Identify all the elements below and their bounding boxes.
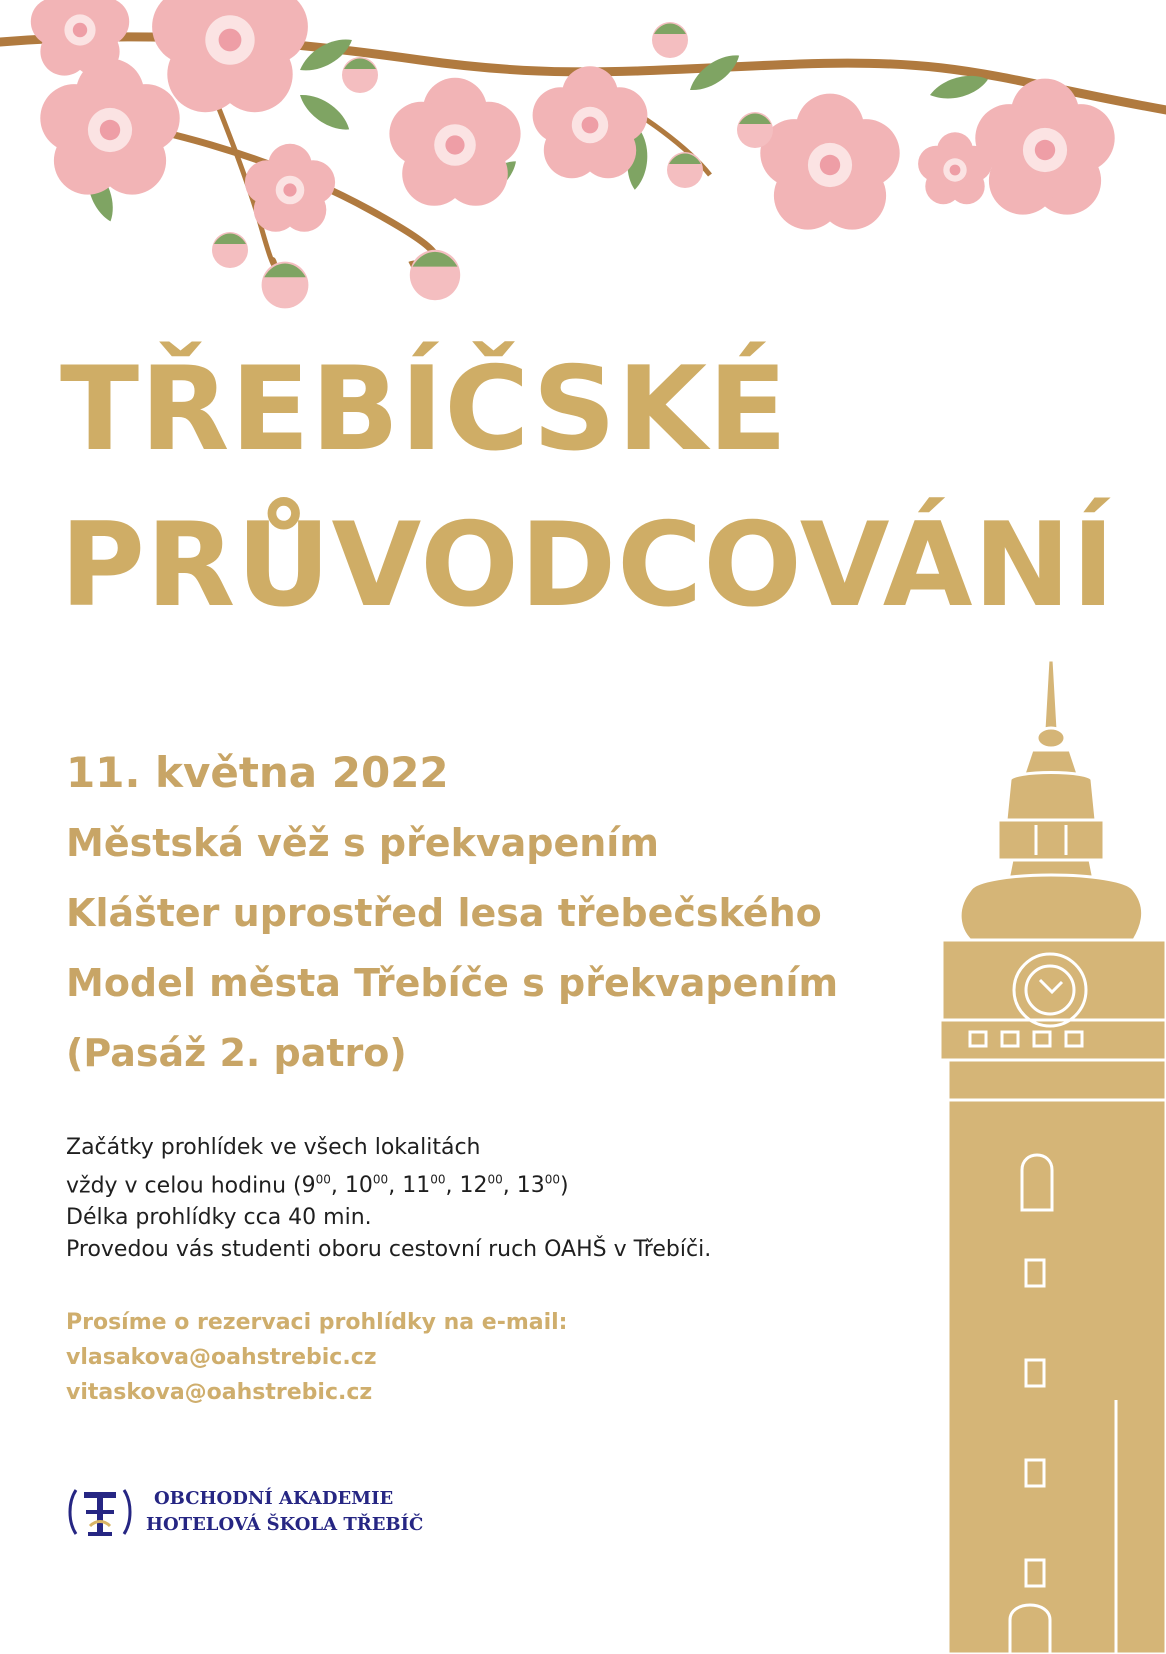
reservation (66, 1305, 567, 1410)
tour-info (66, 1132, 711, 1266)
title-line-2: PRŮVODCOVÁNÍ (60, 498, 1116, 633)
email-link-1[interactable]: vlasakova@oahstrebic.cz (66, 1345, 377, 1370)
event-date: 11. května 2022 (66, 748, 449, 797)
school-name-line-1: OBCHODNÍ AKADEMIE (154, 1488, 394, 1509)
info-line-2-suffix: ) (560, 1173, 569, 1199)
info-line-1: Začátky prohlídek ve všech lokalitách (66, 1135, 481, 1160)
cherry-blossom-branch-icon (0, 0, 1166, 320)
location-2: Klášter uprostřed lesa třebečského (66, 891, 822, 935)
time-3: $11^{00}$ (402, 1173, 446, 1199)
info-line-2-prefix: vždy v celou hodinu ( (66, 1173, 302, 1199)
time-1: $9^{00}$ (301, 1173, 331, 1199)
info-line-2: vždy v celou hodinu ($9^{00}$, $10^{00}$, $11^{00}$, $12^{00}$, $13^{00}$) (66, 1173, 569, 1199)
title-line-1: TŘEBÍČSKÉ (60, 342, 789, 477)
school-logo (66, 1482, 426, 1542)
school-name-line-2: HOTELOVÁ ŠKOLA TŘEBÍČ (146, 1514, 424, 1535)
time-5: $13^{00}$ (516, 1173, 561, 1199)
info-line-4: Provedou vás studenti oboru cestovní ruch OAHŠ v Třebíči. (66, 1237, 712, 1263)
info-line-3: Délka prohlídky cca 40 min. (66, 1205, 372, 1231)
school-name (146, 1486, 423, 1538)
event-details (66, 738, 838, 1088)
location-1: Městská věž s překvapením (66, 821, 659, 865)
clock-tower-illustration (940, 660, 1166, 1654)
reservation-heading: Prosíme o rezervaci prohlídky na e-mail: (66, 1310, 568, 1335)
time-4: $12^{00}$ (459, 1173, 503, 1199)
location-3: Model města Třebíče s překvapením (66, 961, 839, 1005)
school-logo-icon (66, 1482, 134, 1542)
location-3-note: (Pasáž 2. patro) (66, 1031, 407, 1075)
time-2: $10^{00}$ (344, 1173, 389, 1199)
email-link-2[interactable]: vitaskova@oahstrebic.cz (66, 1380, 373, 1405)
